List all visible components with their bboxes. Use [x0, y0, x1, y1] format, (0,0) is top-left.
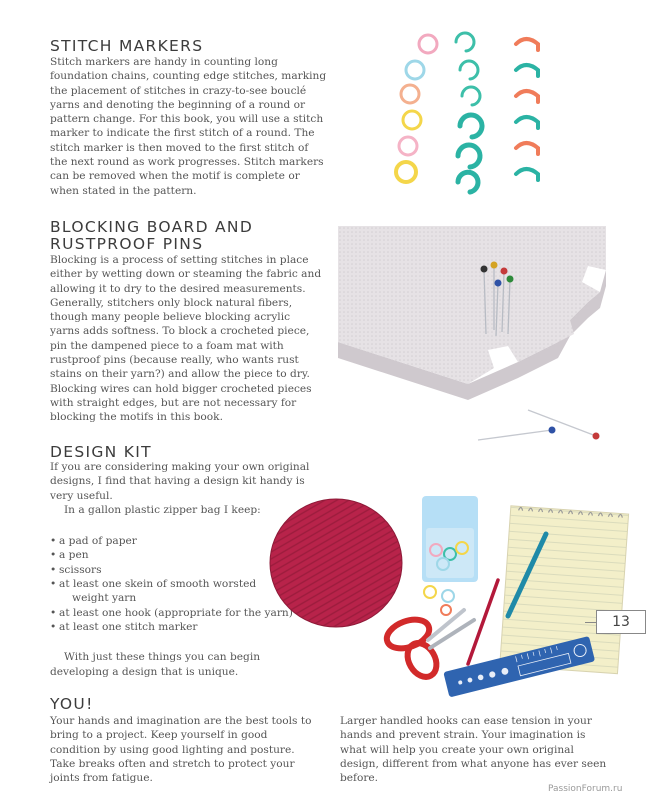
- blocking-paragraph: Blocking is a process of setting stitches in place either by wetting down or steaming the fabric and allowing it to dry to the desired measurements. Generally, stitchers only block natural fibers, though many people believe blocking acrylic yarns adds softness. To block a crocheted piece, pin the dampened piece to a foam mat with rustproof pins (because really, who wants rust stains on their yarn?) and allow the piece to dry. Blocking wires can hold bigger crocheted pieces with straight edges, but are not necessary for blocking the motifs in this book.: [50, 254, 322, 424]
- blocking-text: [50, 253, 322, 425]
- blocking-board-photo: [338, 222, 610, 454]
- design-kit-intro: If you are considering making your own original designs, I find that having a design kit handy is very useful.: [50, 461, 310, 502]
- design-kit-lead: In a gallon plastic zipper bag I keep:: [64, 503, 261, 516]
- stitch-markers-photo: [370, 22, 610, 202]
- you-paragraph-1: Your hands and imagination are the best tools to bring to a project. Keep yourself in good condition by using good lighting and posture. Take breaks often and stretch to protect your joints from fatigue.: [50, 715, 312, 785]
- list-item: • at least one stitch marker: [50, 620, 318, 634]
- list-item: • a pen: [50, 548, 318, 562]
- blocking-heading: [50, 219, 253, 253]
- watermark: PassionForum.ru: [548, 784, 623, 794]
- you-heading: YOU!: [50, 695, 94, 713]
- design-kit-heading: DESIGN KIT: [50, 443, 152, 461]
- stitch-markers-paragraph: Stitch markers are handy in counting long foundation chains, counting edge stitches, marking the placement of stitches in crazy-to-see bouclé yarns and denoting the beginning of a round or pattern change. For this book, you will use a stitch marker to indicate the first stitch of a round. The stitch marker is then moved to the first stitch of the next round as work progresses. Stitch markers can be removed when the motif is complete or when stated in the pattern.: [50, 56, 327, 197]
- list-item: • scissors: [50, 563, 318, 577]
- design-kit-photo: [268, 488, 638, 698]
- you-paragraph-2: Larger handled hooks can ease tension in your hands and prevent strain. Your imagination is what will help you create your own original design, different from what anyone has ever seen before.: [340, 715, 607, 785]
- list-item: • at least one hook (appropriate for the yarn): [50, 606, 318, 620]
- list-item: • a pad of paper: [50, 534, 318, 548]
- list-item-continued-text: weight yarn: [72, 592, 137, 605]
- you-text-column-1: [50, 714, 320, 785]
- page-number: 13: [596, 610, 646, 634]
- blocking-heading-line1: BLOCKING BOARD AND: [50, 218, 254, 236]
- you-text-column-2: [340, 714, 610, 785]
- page-number-rule: [585, 622, 596, 623]
- design-kit-closing: With just these things you can begin developing a design that is unique.: [50, 651, 261, 678]
- list-item: • at least one skein of smooth worsted: [50, 577, 318, 591]
- blocking-heading-line2: RUSTPROOF PINS: [50, 235, 204, 253]
- stitch-markers-text: [50, 55, 328, 198]
- stitch-markers-heading: STITCH MARKERS: [50, 37, 204, 55]
